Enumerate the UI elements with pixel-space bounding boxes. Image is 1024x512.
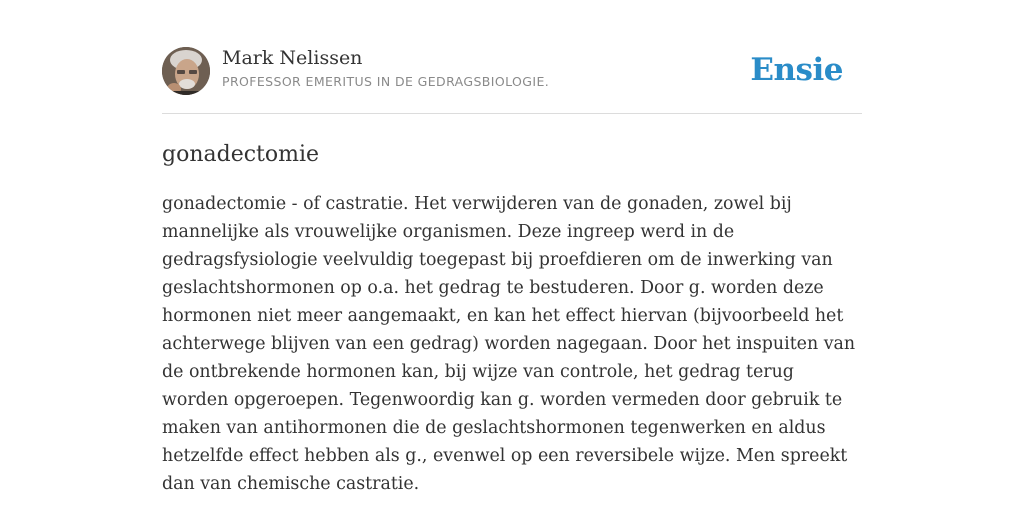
- entry-card: [162, 46, 862, 498]
- portrait-image: [162, 47, 210, 95]
- author-header: [162, 46, 862, 114]
- author-name[interactable]: Mark Nelissen: [222, 47, 363, 69]
- entry-term: gonadectomie: [162, 142, 320, 167]
- author-title: PROFESSOR EMERITUS IN DE GEDRAGSBIOLOGIE.: [222, 74, 550, 89]
- entry-definition: gonadectomie - of castratie. Het verwijderen van de gonaden, zowel bij mannelijke als vrouwelijke organismen. Deze ingreep werd in de gedragsfysiologie veelvuldig toegepast bij proefdieren om de inwerking van geslachtshormonen op o.a. het gedrag te bestuderen. Door g. worden deze hormonen niet meer aangemaakt, en kan het effect hiervan (bijvoorbeeld het achterwege blijven van een gedrag) worden nagegaan. Door het inspuiten van de ontbrekende hormonen kan, bij wijze van controle, het gedrag terug worden opgeroepen. Tegenwoordig kan g. worden vermeden door gebruik te maken van antihormonen die de geslachtshormonen tegenwerken en aldus hetzelfde effect hebben als g., evenwel op een reversibele wijze. Men spreekt dan van chemische castratie.: [162, 194, 856, 494]
- brand-logo[interactable]: Ensie: [750, 52, 843, 88]
- author-avatar[interactable]: [162, 47, 210, 95]
